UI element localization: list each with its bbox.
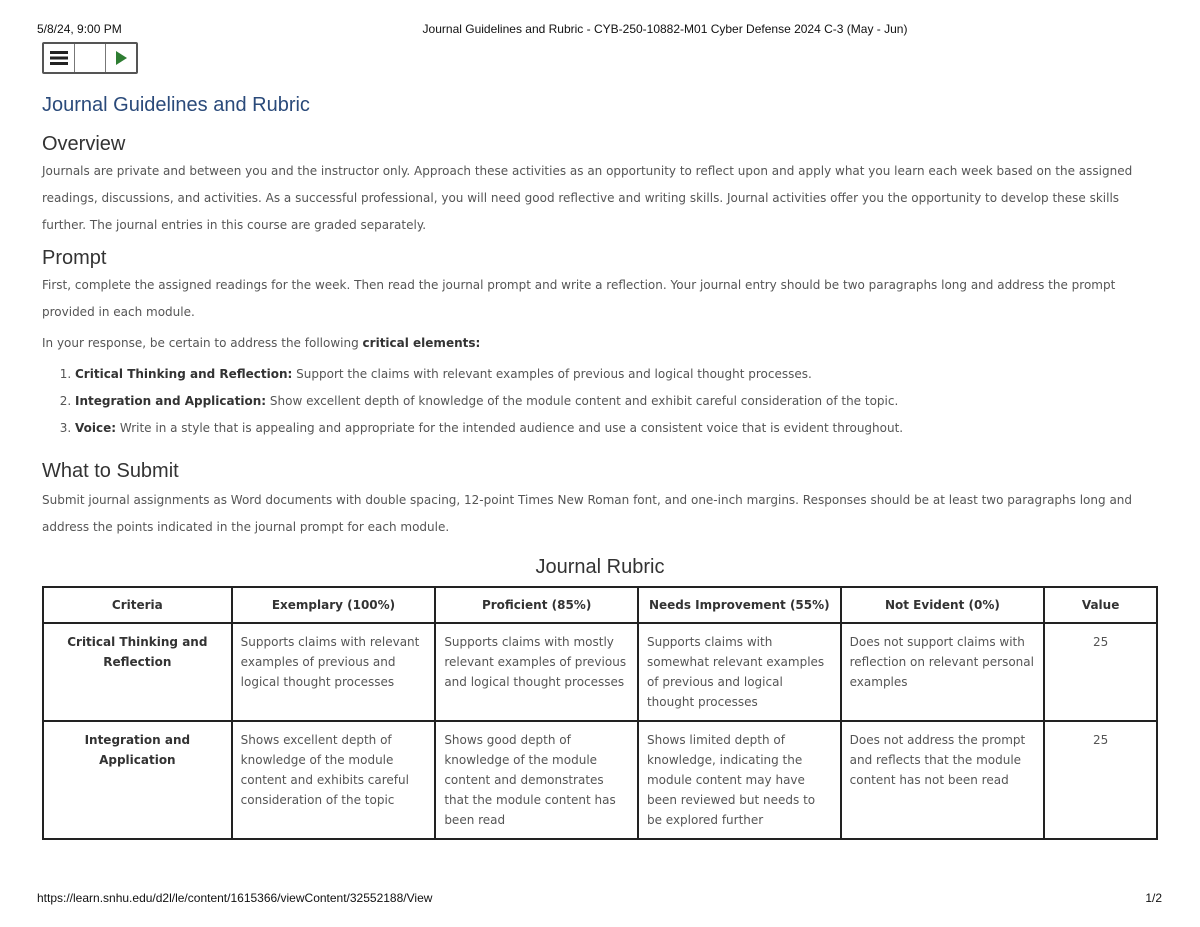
- table-row: [43, 623, 1157, 721]
- value-cell: 25: [1044, 721, 1157, 839]
- not-evident-cell: Does not support claims with reflection on relevant personal examples: [841, 623, 1045, 721]
- list-item: [75, 415, 1158, 442]
- list-item: [75, 388, 1158, 415]
- content-area: [42, 88, 1158, 840]
- menu-icon: [49, 50, 69, 66]
- menu-button[interactable]: [44, 44, 75, 72]
- criteria-cell: Integration and Application: [43, 721, 232, 839]
- print-date: 5/8/24, 9:00 PM: [37, 22, 122, 36]
- content-toolbar: [42, 42, 138, 74]
- element-label: Voice:: [75, 421, 117, 435]
- play-icon: [114, 50, 128, 66]
- critical-elements-list: [42, 361, 1158, 442]
- col-header-proficient: Proficient (85%): [435, 587, 638, 623]
- element-text: Write in a style that is appealing and appropriate for the intended audience and use a consistent voice that is evident throughout.: [116, 421, 904, 435]
- page-title: Journal Guidelines and Rubric: [42, 94, 310, 116]
- needs-improvement-cell: Shows limited depth of knowledge, indicating the module content may have been reviewed but needs to be explored further: [638, 721, 841, 839]
- rubric-title: Journal Rubric: [535, 556, 665, 578]
- prompt-lead-bold: critical elements:: [362, 336, 481, 350]
- page-number: 1/2: [1145, 891, 1162, 905]
- overview-heading: Overview: [42, 133, 126, 155]
- proficient-cell: Supports claims with mostly relevant examples of previous and logical thought processes: [435, 623, 638, 721]
- rubric-table: [42, 586, 1158, 840]
- submit-text: Submit journal assignments as Word documents with double spacing, 12-point Times New Roman font, and one-inch margins. Responses should be at least two paragraphs long and address the points indicated in the journal prompt for each module.: [42, 493, 1133, 534]
- exemplary-cell: Shows excellent depth of knowledge of the module content and exhibits careful consideration of the topic: [232, 721, 436, 839]
- element-text: Support the claims with relevant examples of previous and logical thought processes.: [292, 367, 812, 381]
- element-text: Show excellent depth of knowledge of the module content and exhibit careful consideration of the topic.: [266, 394, 899, 408]
- element-label: Integration and Application:: [75, 394, 267, 408]
- prompt-heading: Prompt: [42, 247, 107, 269]
- rubric-header-row: [43, 587, 1157, 623]
- col-header-value: Value: [1044, 587, 1157, 623]
- prompt-lead-text: In your response, be certain to address the following: [42, 336, 359, 350]
- col-header-needs-improvement: Needs Improvement (55%): [638, 587, 841, 623]
- play-button[interactable]: [106, 44, 136, 72]
- col-header-criteria: Criteria: [43, 587, 232, 623]
- prompt-lead: [42, 330, 1158, 357]
- col-header-exemplary: Exemplary (100%): [232, 587, 436, 623]
- print-header: [0, 0, 1200, 40]
- print-footer: [37, 891, 1162, 905]
- table-row: [43, 721, 1157, 839]
- criteria-cell: Critical Thinking and Reflection: [43, 623, 232, 721]
- page-url: https://learn.snhu.edu/d2l/le/content/1615366/viewContent/32552188/View: [37, 891, 433, 905]
- list-item: [75, 361, 1158, 388]
- overview-text: Journals are private and between you and the instructor only. Approach these activities as an opportunity to reflect upon and apply what you learn each week based on the assigned readings, discussions, and activities. As a successful professional, you will need good reflective and writing skills. Journal activities offer you the opportunity to develop these skills further. The journal entries in this course are graded separately.: [42, 164, 1133, 232]
- value-cell: 25: [1044, 623, 1157, 721]
- proficient-cell: Shows good depth of knowledge of the module content and demonstrates that the module content has been read: [435, 721, 638, 839]
- element-label: Critical Thinking and Reflection:: [75, 367, 293, 381]
- col-header-not-evident: Not Evident (0%): [841, 587, 1045, 623]
- print-doc-title: Journal Guidelines and Rubric - CYB-250-10882-M01 Cyber Defense 2024 C-3 (May - Jun): [422, 22, 908, 36]
- prompt-text: First, complete the assigned readings for the week. Then read the journal prompt and write a reflection. Your journal entry should be two paragraphs long and address the prompt provided in each module.: [42, 278, 1116, 319]
- submit-heading: What to Submit: [42, 460, 179, 482]
- blank-button[interactable]: [75, 44, 106, 72]
- exemplary-cell: Supports claims with relevant examples of previous and logical thought processes: [232, 623, 436, 721]
- not-evident-cell: Does not address the prompt and reflects that the module content has not been read: [841, 721, 1045, 839]
- needs-improvement-cell: Supports claims with somewhat relevant examples of previous and logical thought processes: [638, 623, 841, 721]
